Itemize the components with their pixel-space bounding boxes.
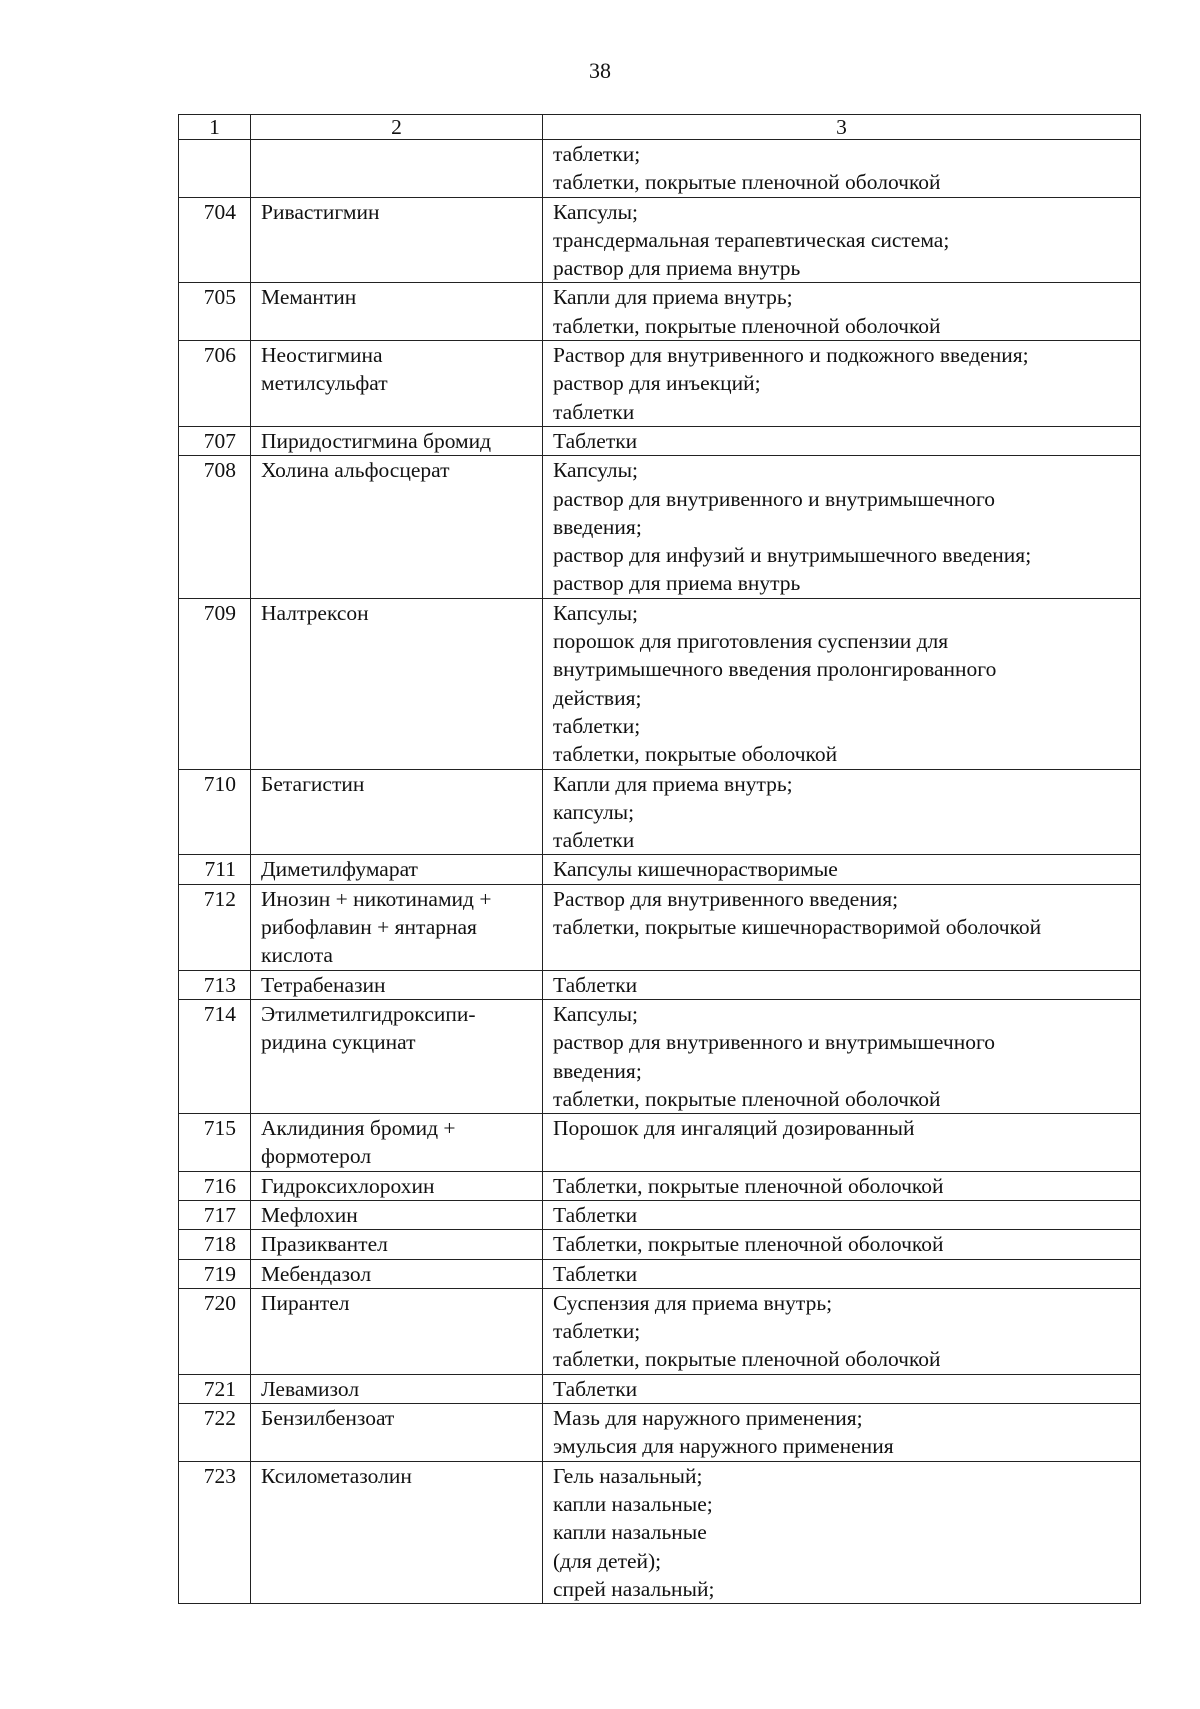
drug-name-cell	[251, 970, 543, 999]
table-row	[179, 197, 1141, 283]
dosage-form-line: раствор для приема внутрь	[553, 256, 801, 281]
table-row	[179, 1404, 1141, 1462]
table-row	[179, 140, 1141, 198]
table-row	[179, 769, 1141, 855]
dosage-form-line: трансдермальная терапевтическая система;	[553, 227, 950, 252]
row-number: 705	[179, 283, 251, 341]
dosage-forms-cell	[543, 426, 1141, 455]
column-header-forms: 3	[543, 115, 1141, 140]
row-number: 723	[179, 1461, 251, 1603]
dosage-form-line: порошок для приготовления суспензии для	[553, 629, 949, 654]
row-number: 707	[179, 426, 251, 455]
drug-name-cell	[251, 1230, 543, 1259]
drug-name-line: Мебендазол	[261, 1261, 372, 1286]
row-number: 712	[179, 884, 251, 970]
table-row	[179, 1114, 1141, 1172]
dosage-form-line: введения;	[553, 1058, 642, 1083]
drug-name-cell	[251, 1288, 543, 1374]
table-row	[179, 884, 1141, 970]
row-number: 718	[179, 1230, 251, 1259]
drug-name-cell	[251, 855, 543, 884]
row-number: 709	[179, 598, 251, 769]
dosage-form-line: раствор для приема внутрь	[553, 571, 801, 596]
dosage-form-line: Раствор для внутривенного введения;	[553, 886, 899, 911]
drug-name-cell	[251, 999, 543, 1113]
drug-name-line: Пиридостигмина бромид	[261, 428, 492, 453]
row-number: 722	[179, 1404, 251, 1462]
row-number: 710	[179, 769, 251, 855]
dosage-form-line: Капли для приема внутрь;	[553, 771, 793, 796]
dosage-form-line: Суспензия для приема внутрь;	[553, 1290, 833, 1315]
table-body	[179, 140, 1141, 1604]
dosage-form-line: Капсулы кишечнорастворимые	[553, 857, 838, 882]
drug-name-line: Пирантел	[261, 1290, 350, 1315]
row-number: 716	[179, 1171, 251, 1200]
dosage-form-line: раствор для инъекций;	[553, 371, 761, 396]
dosage-form-line: Капсулы;	[553, 458, 639, 483]
dosage-forms-cell	[543, 341, 1141, 427]
drug-name-cell	[251, 197, 543, 283]
dosage-form-line: Гель назальный;	[553, 1463, 703, 1488]
drug-name-line: Мемантин	[261, 285, 357, 310]
drug-name-line: Празиквантел	[261, 1232, 388, 1257]
dosage-form-line: эмульсия для наружного применения	[553, 1434, 894, 1459]
row-number: 711	[179, 855, 251, 884]
drug-name-cell	[251, 884, 543, 970]
drug-name-line: Бензилбензоат	[261, 1406, 395, 1431]
dosage-forms-cell	[543, 1230, 1141, 1259]
drug-name-line: Диметилфумарат	[261, 857, 418, 882]
dosage-forms-cell	[543, 1404, 1141, 1462]
dosage-form-line: Таблетки	[553, 972, 638, 997]
dosage-form-line: таблетки;	[553, 142, 641, 166]
dosage-form-line: Таблетки	[553, 428, 638, 453]
drug-name-line: Аклидиния бромид +	[261, 1116, 456, 1141]
drug-name-cell	[251, 426, 543, 455]
dosage-form-line: капсулы;	[553, 799, 635, 824]
drug-name-line: Неостигмина	[261, 343, 383, 368]
dosage-form-line: капли назальные;	[553, 1491, 713, 1516]
dosage-form-line: таблетки, покрытые кишечнорастворимой оболочкой	[553, 915, 1042, 940]
dosage-form-line: Таблетки	[553, 1202, 638, 1227]
dosage-form-line: таблетки, покрытые пленочной оболочкой	[553, 313, 941, 338]
drug-name-line: Ривастигмин	[261, 199, 380, 224]
table-row	[179, 456, 1141, 598]
dosage-form-line: таблетки, покрытые пленочной оболочкой	[553, 1086, 941, 1111]
table-row	[179, 1171, 1141, 1200]
drug-list-table	[178, 114, 1141, 1604]
dosage-form-line: Капсулы;	[553, 1001, 639, 1026]
row-number: 719	[179, 1259, 251, 1288]
dosage-form-line: (для детей);	[553, 1548, 662, 1573]
row-number: 704	[179, 197, 251, 283]
drug-name-line: Налтрексон	[261, 600, 369, 625]
dosage-form-line: Порошок для ингаляций дозированный	[553, 1116, 915, 1141]
row-number: 708	[179, 456, 251, 598]
dosage-forms-cell	[543, 1374, 1141, 1403]
table-row	[179, 341, 1141, 427]
dosage-forms-cell	[543, 197, 1141, 283]
row-number: 714	[179, 999, 251, 1113]
dosage-forms-cell	[543, 1171, 1141, 1200]
dosage-forms-cell	[543, 140, 1141, 198]
table-header-row	[179, 115, 1141, 140]
dosage-form-line: раствор для внутривенного и внутримышечного	[553, 486, 996, 511]
dosage-form-line: Раствор для внутривенного и подкожного введения;	[553, 343, 1029, 368]
drug-name-cell	[251, 1374, 543, 1403]
drug-name-cell	[251, 456, 543, 598]
row-number: 715	[179, 1114, 251, 1172]
dosage-form-line: таблетки;	[553, 1319, 641, 1344]
drug-name-line: ридина сукцинат	[261, 1030, 416, 1055]
dosage-form-line: таблетки, покрытые оболочкой	[553, 742, 838, 767]
dosage-form-line: Мазь для наружного применения;	[553, 1406, 863, 1431]
table-row	[179, 855, 1141, 884]
drug-name-cell	[251, 140, 543, 198]
drug-name-cell	[251, 1114, 543, 1172]
dosage-form-line: Таблетки, покрытые пленочной оболочкой	[553, 1232, 944, 1257]
dosage-form-line: раствор для внутривенного и внутримышечного	[553, 1030, 996, 1055]
drug-name-line: Холина альфосцерат	[261, 458, 450, 483]
drug-name-line: рибофлавин + янтарная	[261, 915, 477, 940]
drug-name-cell	[251, 283, 543, 341]
table-row	[179, 1259, 1141, 1288]
dosage-form-line: таблетки, покрытые пленочной оболочкой	[553, 1347, 941, 1372]
drug-name-line: Инозин + никотинамид +	[261, 886, 492, 911]
dosage-forms-cell	[543, 1200, 1141, 1229]
drug-name-cell	[251, 1200, 543, 1229]
dosage-forms-cell	[543, 855, 1141, 884]
drug-name-line: метилсульфат	[261, 371, 388, 396]
dosage-form-line: Капсулы;	[553, 199, 639, 224]
drug-name-cell	[251, 341, 543, 427]
drug-name-line: Левамизол	[261, 1376, 360, 1401]
dosage-forms-cell	[543, 1461, 1141, 1603]
drug-name-line: Гидроксихлорохин	[261, 1173, 435, 1198]
dosage-form-line: введения;	[553, 514, 642, 539]
table-row	[179, 999, 1141, 1113]
dosage-forms-cell	[543, 1114, 1141, 1172]
dosage-forms-cell	[543, 1288, 1141, 1374]
row-number: 717	[179, 1200, 251, 1229]
drug-name-line: кислота	[261, 943, 333, 968]
dosage-forms-cell	[543, 999, 1141, 1113]
dosage-forms-cell	[543, 1259, 1141, 1288]
column-header-number: 1	[179, 115, 251, 140]
drug-name-cell	[251, 769, 543, 855]
dosage-form-line: таблетки	[553, 828, 635, 853]
table-row	[179, 1200, 1141, 1229]
drug-name-line: формотерол	[261, 1144, 372, 1169]
dosage-form-line: таблетки, покрытые пленочной оболочкой	[553, 170, 941, 195]
column-header-name: 2	[251, 115, 543, 140]
row-number	[179, 140, 251, 198]
dosage-form-line: Капсулы;	[553, 600, 639, 625]
dosage-forms-cell	[543, 598, 1141, 769]
drug-name-line: Ксилометазолин	[261, 1463, 412, 1488]
table-row	[179, 1461, 1141, 1603]
table-row	[179, 970, 1141, 999]
drug-name-line: Мефлохин	[261, 1202, 358, 1227]
row-number: 720	[179, 1288, 251, 1374]
table-row	[179, 598, 1141, 769]
dosage-form-line: спрей назальный;	[553, 1576, 715, 1601]
dosage-form-line: Капли для приема внутрь;	[553, 285, 793, 310]
row-number: 706	[179, 341, 251, 427]
dosage-forms-cell	[543, 970, 1141, 999]
drug-name-cell	[251, 598, 543, 769]
drug-name-line: Этилметилгидроксипи-	[261, 1001, 476, 1026]
page-number: 38	[589, 58, 611, 83]
drug-name-line: Тетрабеназин	[261, 972, 386, 997]
row-number: 721	[179, 1374, 251, 1403]
dosage-form-line: Таблетки	[553, 1376, 638, 1401]
dosage-form-line: таблетки;	[553, 713, 641, 738]
table-row	[179, 426, 1141, 455]
table-row	[179, 1288, 1141, 1374]
table-row	[179, 1230, 1141, 1259]
dosage-form-line: капли назальные	[553, 1520, 707, 1545]
row-number: 713	[179, 970, 251, 999]
dosage-forms-cell	[543, 283, 1141, 341]
drug-name-cell	[251, 1171, 543, 1200]
table-row	[179, 283, 1141, 341]
dosage-forms-cell	[543, 769, 1141, 855]
drug-name-cell	[251, 1404, 543, 1462]
dosage-forms-cell	[543, 456, 1141, 598]
dosage-form-line: Таблетки	[553, 1261, 638, 1286]
drug-name-cell	[251, 1461, 543, 1603]
dosage-forms-cell	[543, 884, 1141, 970]
drug-name-cell	[251, 1259, 543, 1288]
dosage-form-line: раствор для инфузий и внутримышечного введения;	[553, 543, 1032, 568]
dosage-form-line: таблетки	[553, 399, 635, 424]
dosage-form-line: Таблетки, покрытые пленочной оболочкой	[553, 1173, 944, 1198]
table-row	[179, 1374, 1141, 1403]
dosage-form-line: действия;	[553, 685, 642, 710]
drug-name-line: Бетагистин	[261, 771, 365, 796]
dosage-form-line: внутримышечного введения пролонгированного	[553, 657, 997, 682]
